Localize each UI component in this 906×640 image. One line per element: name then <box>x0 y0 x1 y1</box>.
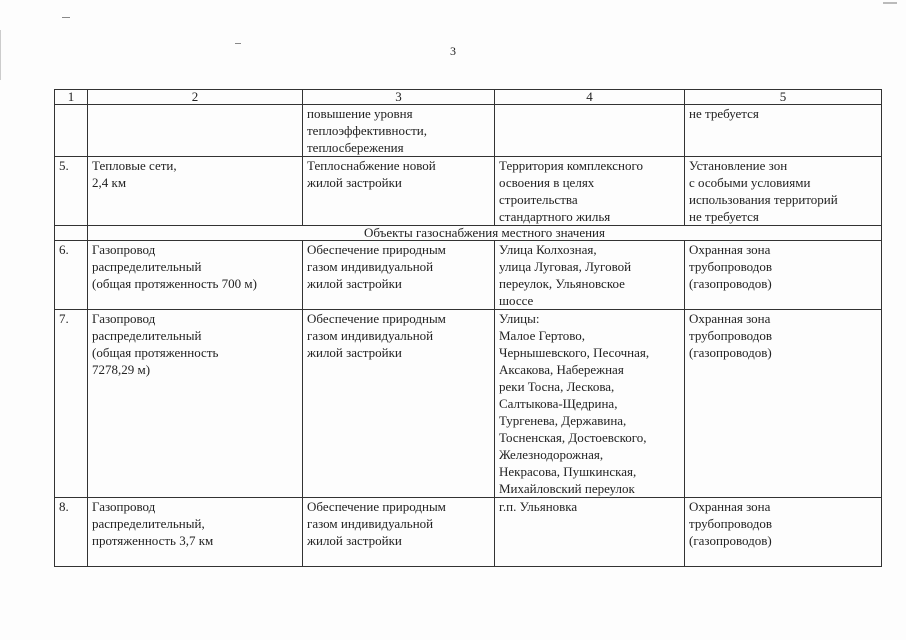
table-row <box>55 105 882 157</box>
object-purpose: повышение уровня теплоэффективности, теплосбережения <box>303 105 495 157</box>
object-name <box>88 105 303 157</box>
row-number: 6. <box>55 241 88 310</box>
object-zones: Охранная зона трубопроводов (газопроводов) <box>685 310 882 498</box>
section-title: Объекты газоснабжения местного значения <box>88 226 882 241</box>
header-cell: 3 <box>303 90 495 105</box>
object-zones: Установление зон с особыми условиями использования территорий не требуется <box>685 157 882 226</box>
object-zones: Охранная зона трубопроводов (газопроводов) <box>685 241 882 310</box>
header-cell: 4 <box>495 90 685 105</box>
page-number: 3 <box>450 44 456 58</box>
object-name: Газопровод распределительный (общая протяженность 700 м) <box>88 241 303 310</box>
table-row <box>55 241 882 310</box>
object-purpose: Обеспечение природным газом индивидуальной жилой застройки <box>303 310 495 498</box>
header-cell: 5 <box>685 90 882 105</box>
row-number: 7. <box>55 310 88 498</box>
object-name: Газопровод распределительный, протяженность 3,7 км <box>88 498 303 567</box>
object-location: Территория комплексного освоения в целях строительства стандартного жилья <box>495 157 685 226</box>
object-purpose: Обеспечение природным газом индивидуальной жилой застройки <box>303 241 495 310</box>
objects-table <box>54 89 882 567</box>
row-number: 5. <box>55 157 88 226</box>
row-number <box>55 105 88 157</box>
header-cell: 1 <box>55 90 88 105</box>
object-location: Улицы: Малое Гертово, Чернышевского, Песочная, Аксакова, Набережная реки Тосна, Лескова, Салтыкова-Щедрина, Тургенева, Державина, Тосненская, Достоевского, Железнодорожная, Некрасова, Пушкинская, Михайловский переулок <box>495 310 685 498</box>
scan-artifact <box>62 17 70 18</box>
table-row <box>55 157 882 226</box>
object-location <box>495 105 685 157</box>
table-row <box>55 498 882 567</box>
scan-artifact <box>883 2 897 4</box>
object-location: Улица Колхозная, улица Луговая, Луговой переулок, Ульяновское шоссе <box>495 241 685 310</box>
object-name: Тепловые сети, 2,4 км <box>88 157 303 226</box>
section-row <box>55 226 882 241</box>
row-number: 8. <box>55 498 88 567</box>
object-purpose: Теплоснабжение новой жилой застройки <box>303 157 495 226</box>
object-zones: Охранная зона трубопроводов (газопроводов) <box>685 498 882 567</box>
table-header-row <box>55 90 882 105</box>
object-zones: не требуется <box>685 105 882 157</box>
section-spacer <box>55 226 88 241</box>
table-row <box>55 310 882 498</box>
object-location: г.п. Ульяновка <box>495 498 685 567</box>
object-purpose: Обеспечение природным газом индивидуальной жилой застройки <box>303 498 495 567</box>
object-name: Газопровод распределительный (общая протяженность 7278,29 м) <box>88 310 303 498</box>
header-cell: 2 <box>88 90 303 105</box>
